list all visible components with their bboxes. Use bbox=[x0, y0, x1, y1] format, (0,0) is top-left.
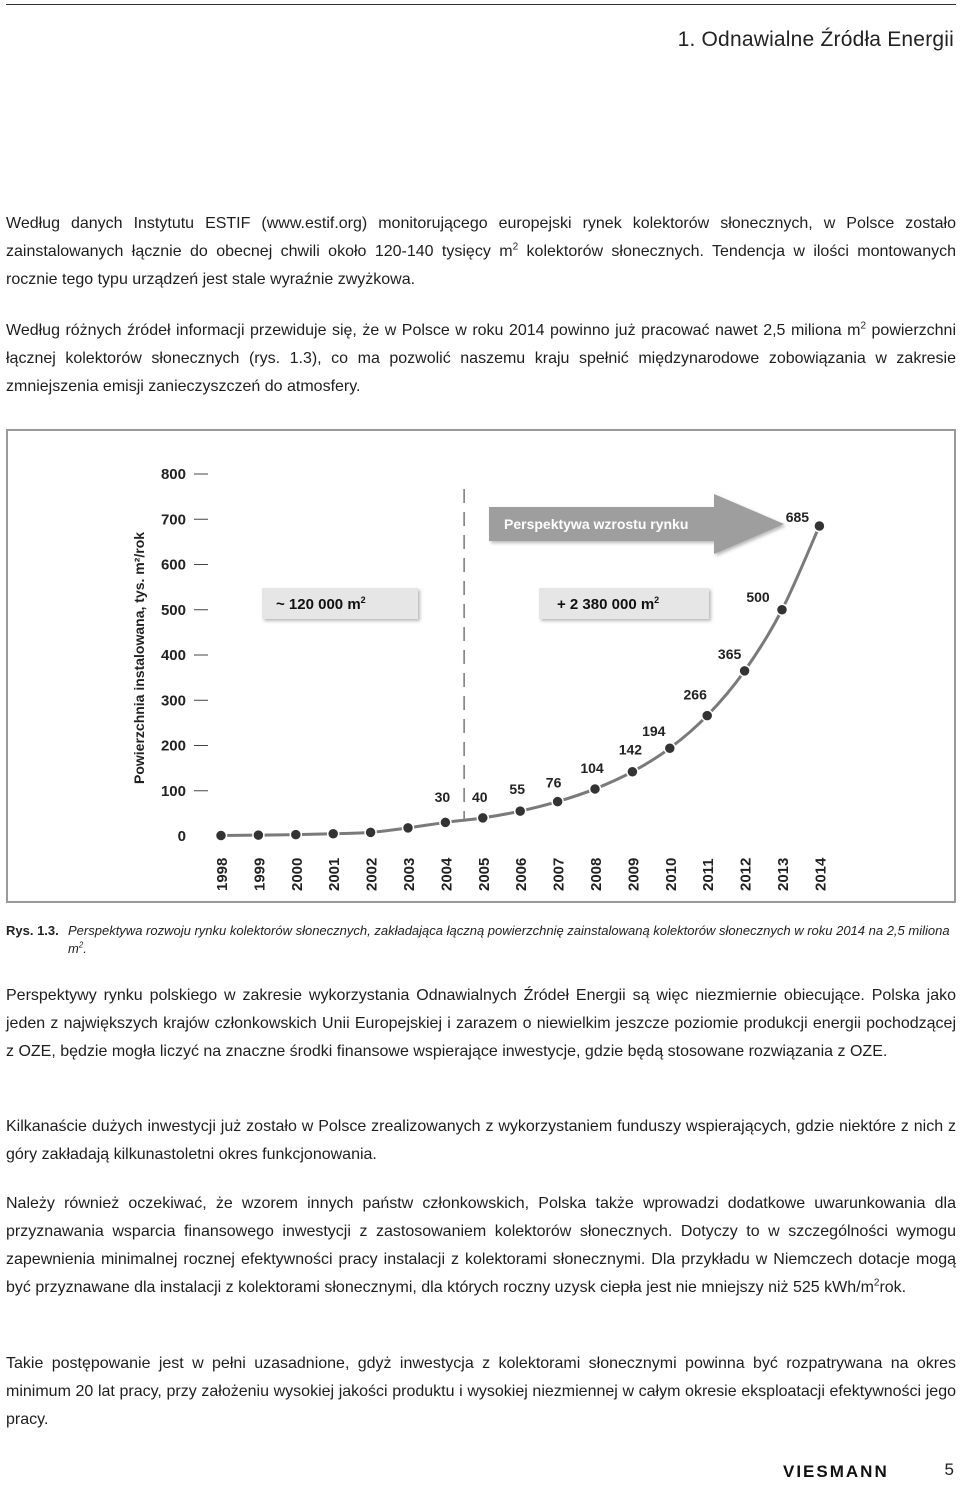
data-point bbox=[702, 710, 713, 721]
x-tick-label: 2004 bbox=[438, 857, 456, 891]
x-tick-label: 2001 bbox=[326, 857, 344, 891]
left-total-box-label: ~ 120 000 $m^2$ bbox=[276, 595, 366, 613]
figure-caption-sup: 2 bbox=[78, 940, 84, 950]
x-tick-label: 2008 bbox=[588, 857, 605, 891]
y-tick-label: 800 bbox=[160, 466, 186, 483]
data-label: 40 bbox=[472, 789, 488, 805]
data-point bbox=[739, 665, 750, 676]
y-tick-label: 200 bbox=[160, 737, 186, 755]
x-tick-label: 2002 bbox=[363, 857, 381, 891]
x-tick-label: 2005 bbox=[475, 857, 493, 891]
x-tick-label: 2007 bbox=[550, 857, 568, 891]
growth-arrow-label: Perspektywa wzrostu rynku bbox=[504, 516, 689, 532]
figure-caption-text bbox=[68, 922, 958, 958]
paragraph-5 bbox=[6, 1190, 956, 1302]
section-title: 1. Odnawialne Źródła Energii bbox=[677, 28, 954, 51]
solar-collector-chart bbox=[6, 429, 956, 903]
x-axis bbox=[214, 857, 829, 891]
paragraph-4: Kilkanaście dużych inwestycji już zostało w Polsce zrealizowanych z wykorzystaniem funduszy wspierających, gdzie niektóre z nich z góry zakładają kilkunastoletni okres funkcjonowania. bbox=[6, 1118, 956, 1163]
x-tick-label: 2009 bbox=[625, 857, 643, 891]
paragraph-2 bbox=[6, 317, 956, 401]
y-tick-label: 0 bbox=[177, 828, 186, 845]
figure-caption-body: Perspektywa rozwoju rynku kolektorów słonecznych, zakładająca łączną powierzchnię zainstalowaną kolektorów słonecznych w roku 2014 na 2,5 miliona m bbox=[68, 923, 950, 956]
data-point bbox=[627, 766, 638, 777]
x-tick-label: 2010 bbox=[662, 857, 680, 891]
data-label: 365 bbox=[717, 645, 742, 662]
data-point bbox=[515, 806, 526, 817]
data-point bbox=[440, 817, 451, 828]
x-tick-label: 2012 bbox=[737, 857, 755, 891]
data-point bbox=[664, 743, 675, 754]
paragraph-5-text-a: Należy również oczekiwać, że wzorem innych państw członkowskich, Polska także wprowadzi dodatkowe uwarunkowania dla przyznawania wsparcia finansowego inwestycji z zastosowaniem kolektorów słonecznych. Dotyczy to w szczególności wymogu zapewnienia minimalnej rocznej efektywności pracy instalacji z kolektorami słonecznymi. Dla przykładu w Niemczech dotacje mogą być przyznawane dla instalacji z kolektorami słonecznymi, dla których roczny uzysk ciepła jest nie mniejszy niż 525 kWh/m bbox=[6, 1195, 956, 1296]
x-tick-label: 2000 bbox=[288, 857, 306, 891]
paragraph-2-sup: 2 bbox=[860, 320, 867, 332]
data-point bbox=[477, 812, 488, 823]
figure-caption-label: Rys. 1.3. bbox=[6, 923, 59, 938]
data-label: 104 bbox=[580, 759, 604, 776]
right-total-box bbox=[539, 588, 709, 619]
y-tick-label: 500 bbox=[160, 601, 186, 619]
x-tick-label: 2013 bbox=[775, 857, 792, 891]
paragraph-5-sup: 2 bbox=[873, 1277, 880, 1289]
data-point bbox=[403, 822, 414, 833]
top-rule bbox=[6, 4, 956, 5]
data-point bbox=[814, 521, 825, 532]
viessmann-logo: VIESMANN bbox=[783, 1462, 889, 1481]
data-label: 194 bbox=[642, 723, 666, 740]
data-point bbox=[552, 796, 563, 807]
data-point bbox=[590, 783, 601, 794]
data-point bbox=[290, 829, 301, 840]
x-tick-label: 2014 bbox=[812, 857, 830, 891]
data-label: 500 bbox=[746, 588, 770, 605]
x-tick-label: 1999 bbox=[251, 857, 269, 891]
paragraph-1-text-b: kolektorów słonecznych. Tendencja w ilości montowanych rocznie tego typu urządzeń jest stale wyraźnie zwyżkowa. bbox=[6, 243, 957, 288]
y-tick-label: 700 bbox=[160, 511, 186, 529]
paragraph-2-text-a: Według różnych źródeł informacji przewiduje się, że w Polsce w roku 2014 powinno już pracować nawet 2,5 miliona m bbox=[6, 322, 861, 339]
paragraph-1-sup: 2 bbox=[512, 241, 519, 253]
paragraph-1 bbox=[6, 210, 956, 294]
y-axis-label: Powierzchnia instalowana, tys. m²/rok bbox=[131, 531, 147, 784]
y-tick-label: 300 bbox=[160, 692, 186, 710]
data-label: 76 bbox=[545, 774, 562, 791]
paragraph-5-text-b: rok. bbox=[879, 1279, 907, 1296]
paragraph-6: Takie postępowanie jest w pełni uzasadnione, gdyż inwestycja z kolektorami słonecznymi powinna być rozpatrywana na okres minimum 20 lat pracy, przy założeniu wysokiej jakości produktu i wysokiej niezmiennej w całym okresie eksploatacji efektywności jego pracy. bbox=[6, 1355, 956, 1428]
paragraph-2-text-b: powierzchni łącznej kolektorów słonecznych (rys. 1.3), co ma pozwolić naszemu kraju spełnić międzynarodowe zobowiązania w zakresie zmniejszenia emisji zanieczyszczeń do atmosfery. bbox=[6, 322, 957, 395]
x-tick-label: 1998 bbox=[214, 857, 231, 891]
data-label: 142 bbox=[618, 741, 643, 758]
left-total-box bbox=[262, 588, 418, 619]
y-tick-label: 400 bbox=[160, 647, 186, 664]
page-number: 5 bbox=[944, 1460, 954, 1479]
x-tick-label: 2003 bbox=[401, 857, 418, 891]
x-tick-label: 2006 bbox=[513, 857, 531, 891]
x-tick-label: 2011 bbox=[700, 858, 718, 891]
data-point bbox=[328, 828, 339, 839]
paragraph-3: Perspektywy rynku polskiego w zakresie wykorzystania Odnawialnych Źródeł Energii są więc niezmiernie obiecujące. Polska jako jeden z największych krajów członkowskich Unii Europejskiej i zarazem o niewielkim jeszcze poziomie produkcji energii pochodzącej z OZE, będzie mogła liczyć na znaczne środki finansowe wspierające inwestycje, gdzie będą stosowane rozwiązania z OZE. bbox=[6, 987, 956, 1060]
data-label: 55 bbox=[509, 781, 525, 797]
right-total-box-label: + 2 380 000 $m^2$ bbox=[557, 595, 660, 613]
data-point bbox=[777, 604, 788, 615]
y-tick-label: 100 bbox=[160, 782, 186, 800]
paragraph-1-text-a: Według danych Instytutu ESTIF (www.estif.org) monitorującego europejski rynek kolektorów słonecznych, w Polsce zostało zainstalowanych łącznie do obecnej chwili około 120-140 tysięcy m bbox=[6, 215, 956, 260]
data-point bbox=[216, 830, 227, 841]
y-axis bbox=[161, 466, 208, 845]
growth-arrow bbox=[489, 494, 784, 554]
data-point bbox=[365, 827, 376, 838]
figure-caption-tail: . bbox=[83, 941, 87, 956]
y-tick-label: 600 bbox=[160, 556, 186, 574]
data-label: 266 bbox=[683, 686, 707, 703]
data-label: 685 bbox=[785, 509, 810, 526]
data-label: 30 bbox=[434, 789, 451, 805]
data-point bbox=[253, 830, 264, 841]
